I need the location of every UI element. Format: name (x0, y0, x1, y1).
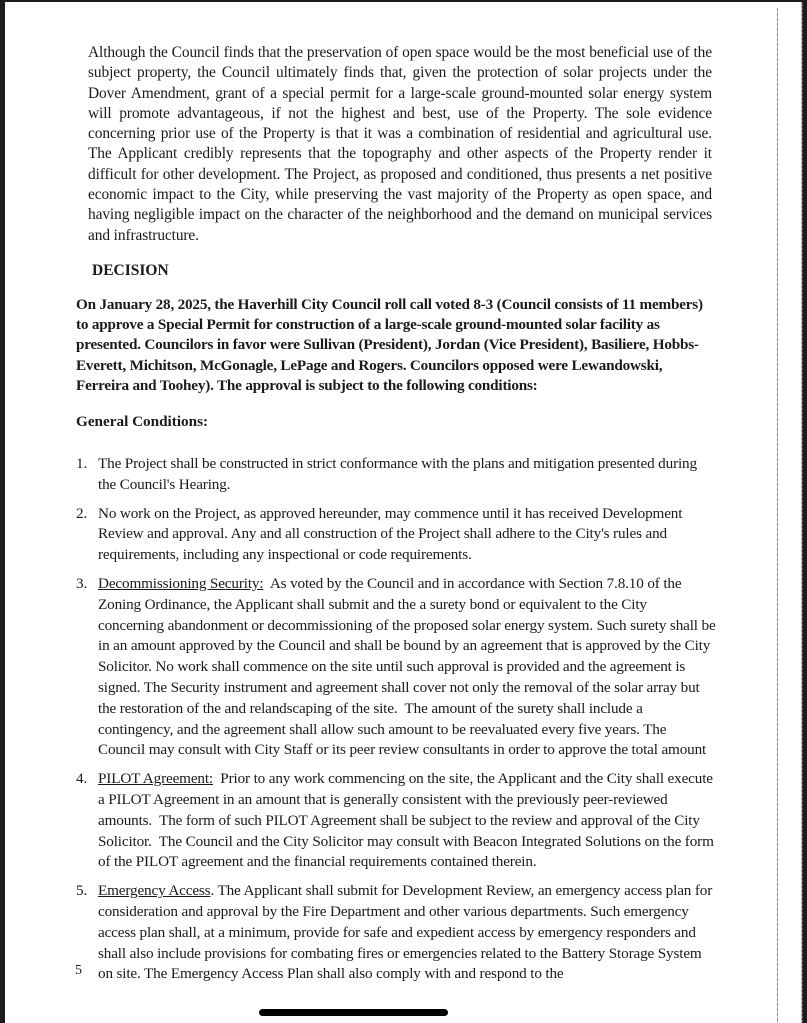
condition-item (76, 454, 716, 496)
condition-number: 5. (76, 882, 88, 900)
page-edge-line (777, 8, 778, 1023)
condition-title: Emergency Access (98, 882, 211, 900)
condition-number: 1. (76, 454, 88, 472)
condition-item (76, 574, 720, 761)
conditions-list (76, 454, 720, 985)
condition-number: 2. (76, 504, 88, 522)
condition-item (76, 769, 716, 873)
condition-text: . The Applicant shall submit for Development Review, an emergency access plan for consideration and approval by the Fire Department and other various departments. Such emergency access plan shall, at a minimum, provide for safe and expedient access by emergency responders and shall also include provisions for combating fires or emergencies related to the Battery Storage System on site. The Emergency Access Plan shall also comply with and respond to the (98, 882, 713, 983)
home-indicator[interactable] (259, 1009, 448, 1016)
condition-text: No work on the Project, as approved hereunder, may commence until it has received Development Review and approval. Any and all construction of the Project shall adhere to the City's rules and requirements, including any inspectional or code requirements. (98, 504, 683, 564)
condition-text: The Project shall be constructed in strict conformance with the plans and mitigation presented during the Council's Hearing. (98, 454, 697, 493)
document-page (5, 2, 802, 1023)
page-number: 5 (75, 963, 82, 978)
decision-heading: DECISION (92, 261, 169, 279)
condition-title: Decommissioning Security: (98, 574, 264, 592)
condition-text: Prior to any work commencing on the site, the Applicant and the City shall execute a PILOT Agreement in an amount that is generally consistent with the previously peer-reviewed amounts. The form of such PILOT Agreement shall be subject to the review and approval of the City Solicitor. The Council and the City Solicitor may consult with Beacon Integrated Solutions on the form of the PILOT agreement and the financial requirements contained therein. (98, 770, 718, 871)
condition-title: PILOT Agreement: (98, 770, 213, 788)
condition-text: As voted by the Council and in accordance with Section 7.8.10 of the Zoning Ordinance, the Applicant shall submit and the a surety bond or equivalent to the City concerning abandonment or decommissioning of the proposed solar energy system. Such surety shall be in an amount approved by the Council and shall be bound by an agreement that is approved by the City Solicitor. No work shall commence on the site until such approval is provided and the agreement is signed. The Security instrument and agreement shall cover not only the removal of the solar array but the restoration of the and relandscaping of the site. The amount of the surety shall include a contingency, and the agreement shall allow such amount to be reevaluated every five years. The Council may consult with City Staff or its peer review consultants in order to approve the total amount (98, 574, 720, 759)
intro-paragraph: Although the Council finds that the preservation of open space would be the most beneficial use of the subject property, the Council ultimately finds that, given the protection of solar projects under the Dover Amendment, grant of a special permit for a large-scale ground-mounted solar energy system will promote advantageous, if not the highest and best, use of the Property. The sole evidence concerning prior use of the Property is that it was a combination of residential and agricultural use. The Applicant credibly represents that the topography and other aspects of the Property render it difficult for other development. The Project, as proposed and conditioned, thus presents a net positive economic impact to the City, while preserving the vast majority of the Property as open space, and having negligible impact on the character of the neighborhood and the demand on municipal services and infrastructure. (88, 44, 712, 244)
condition-item (76, 881, 716, 985)
page-edge-shadow (801, 2, 803, 1023)
document-content (76, 43, 720, 993)
condition-number: 3. (76, 574, 88, 592)
decision-paragraph: On January 28, 2025, the Haverhill City Council roll call voted 8-3 (Council consists of 11 members) to approve a Special Permit for construction of a large-scale ground-mounted solar facility as presented. Councilors in favor were Sullivan (President), Jordan (Vice President), Basiliere, Hobbs-Everett, Michitson, McGonagle, LePage and Rogers. Councilors opposed were Lewandowski, Ferreira and Toohey). The approval is subject to the following conditions: (76, 295, 703, 394)
condition-number: 4. (76, 770, 88, 788)
general-conditions-heading: General Conditions: (76, 412, 209, 430)
condition-item (76, 504, 716, 566)
